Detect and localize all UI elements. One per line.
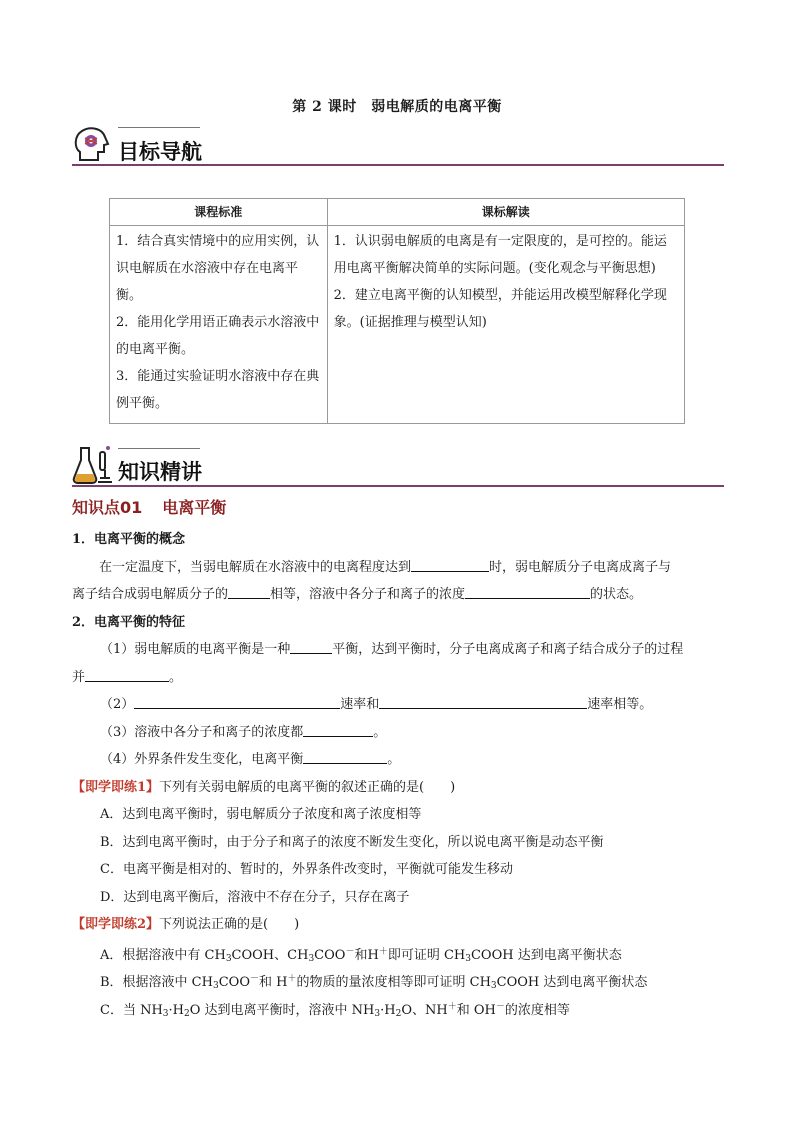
exercise-1-option[interactable]: C．电离平衡是相对的、暂时的，外界条件改变时，平衡就可能发生移动 [100, 862, 513, 877]
fill-blank[interactable] [411, 557, 489, 572]
knowledge-point-title [72, 495, 226, 518]
section-knowledge-title: 知识精讲 [118, 460, 202, 484]
table-header-interpretation: 课标解读 [327, 199, 684, 226]
head-gear-icon [72, 126, 112, 168]
standard-item: 1．结合真实情境中的应用实例，认识电解质在水溶液中存在电离平衡。 [116, 234, 320, 303]
table-header-standard: 课程标准 [110, 199, 328, 226]
concept-line-1: 在一定温度下，当弱电解质在水溶液中的电离程度达到 时，弱电解质分子电离成离子与 [72, 554, 728, 582]
standard-item: 3．能通过实验证明水溶液中存在典例平衡。 [116, 369, 320, 411]
feature-line-4: （4）外界条件发生变化，电离平衡 。 [72, 746, 728, 774]
standard-item: 2．能用化学用语正确表示水溶液中的电离平衡。 [116, 315, 320, 357]
exercise-1-question: 【即学即练1】下列有关弱电解质的电离平衡的叙述正确的是( ) [72, 779, 456, 795]
fill-blank[interactable] [134, 694, 340, 709]
exercise-1-option[interactable]: D．达到电离平衡后，溶液中不存在分子，只存在离子 [100, 889, 410, 905]
feature-heading: 2．电离平衡的特征 [72, 614, 186, 630]
section-knowledge-header [72, 444, 724, 488]
exercise-2-option-a[interactable]: A．根据溶液中有 $CH_3COOH$、$CH_3COO^-$和H＋即可证明 $CH_3COOH$ 达到电离平衡状态 [100, 946, 622, 964]
concept-heading: 1．电离平衡的概念 [72, 532, 186, 547]
section-goals-title: 目标导航 [118, 140, 202, 164]
standards-table [109, 198, 685, 424]
fill-blank[interactable] [465, 584, 590, 599]
fill-blank[interactable] [303, 749, 387, 764]
feature-line-1: （1）弱电解质的电离平衡是一种 平衡，达到平衡时，分子电离成离子和离子结合成分子的过程 [72, 636, 728, 664]
exercise-2-option-b[interactable]: B．根据溶液中 $CH_3COO^-$和 H＋的物质的量浓度相等即可证明 $CH_3COOH$ 达到电离平衡状态 [100, 974, 648, 991]
lesson-title: 第 2 课时 弱电解质的电离平衡 [292, 99, 502, 115]
feature-line-1b: 并 。 [72, 664, 728, 692]
exercise-1-option[interactable]: A．达到电离平衡时，弱电解质分子浓度和离子浓度相等 [100, 807, 422, 822]
standards-left-cell [110, 226, 328, 424]
content-body [72, 526, 728, 1021]
section-goals-header [72, 124, 724, 166]
fill-blank[interactable] [303, 722, 373, 737]
kp-label: 知识点01 [72, 498, 143, 517]
exercise-2-question: 【即学即练2】下列说法正确的是( ) [72, 917, 300, 932]
interpretation-item: 1．认识弱电解质的电离是有一定限度的，是可控的。能运用电离平衡解决简单的实际问题。(变化观念与平衡思想) [333, 234, 667, 276]
interpretation-item: 2．建立电离平衡的认知模型，并能运用改模型解释化学现象。(证据推理与模型认知) [333, 288, 667, 330]
flask-microscope-icon [72, 444, 116, 488]
exercise-1-option[interactable]: B．达到电离平衡时，由于分子和离子的浓度不断发生变化，所以说电离平衡是动态平衡 [100, 834, 604, 850]
feature-line-2: （2） 速率和 速率相等。 [72, 691, 728, 719]
feature-line-3: （3）溶液中各分子和离子的浓度都 。 [72, 719, 728, 747]
fill-blank[interactable] [228, 584, 270, 599]
concept-line-2: 离子结合成弱电解质分子的 相等，溶液中各分子和离子的浓度 的状态。 [72, 581, 728, 609]
fill-blank[interactable] [290, 639, 332, 654]
fill-blank[interactable] [85, 667, 169, 682]
exercise-2-option-c[interactable]: C．当 $NH_3\cdot H_2O$ 达到电离平衡时，溶液中 $NH_3\cdot H_2O$、NH＋和 OH－的浓度相等 [100, 1001, 570, 1019]
standards-right-cell [327, 226, 684, 424]
fill-blank[interactable] [379, 694, 587, 709]
kp-name: 电离平衡 [162, 498, 227, 517]
